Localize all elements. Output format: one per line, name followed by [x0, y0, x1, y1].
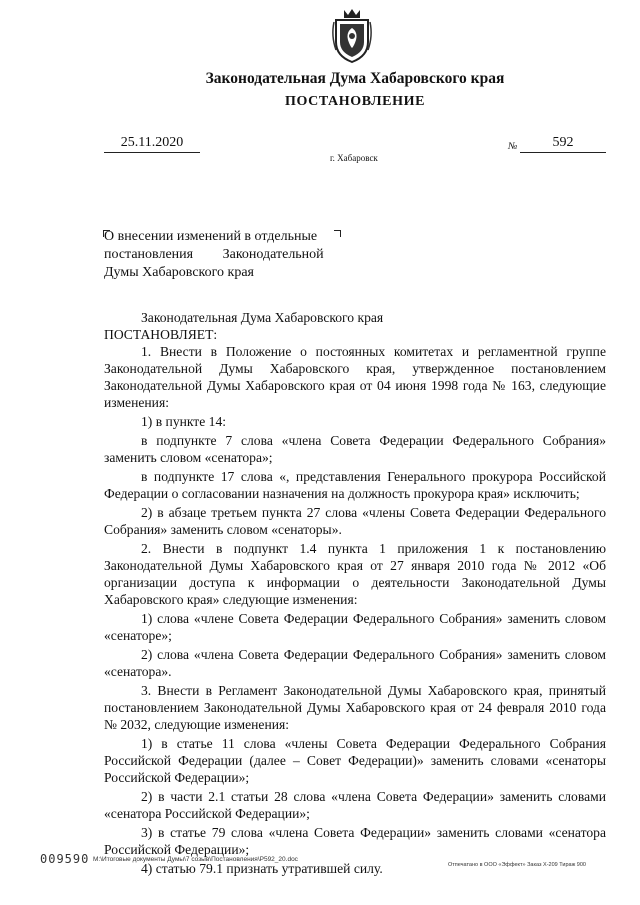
- body-paragraph: 1) в пункте 14:: [141, 414, 227, 429]
- subject-line: Думы Хабаровского края: [104, 265, 254, 280]
- body-paragraph: в подпункте 7 слова «члена Совета Федерации Федерального Собрания» заменить словом «сенатора»;: [104, 433, 606, 465]
- document-subject: [104, 228, 344, 282]
- file-path-footer: M:\Итоговые документы Думы\7 созыв\Постановления\Р592_20.doc: [93, 856, 298, 863]
- coat-of-arms-emblem: [330, 6, 374, 64]
- number-sign: №: [508, 141, 518, 152]
- body-paragraph: 1) в статье 11 слова «члены Совета Федерации Федерального Собрания Российской Федерации (далее – Совет Федерации)» заменить словами «сенаторы Российской Федерации»;: [104, 736, 606, 785]
- city-label: г. Хабаровск: [330, 153, 378, 163]
- subject-line: постановления Законодательной: [104, 247, 324, 262]
- document-number: 592: [520, 134, 606, 153]
- body-paragraph: 4) статью 79.1 признать утратившей силу.: [141, 861, 383, 876]
- body-paragraph: в подпункте 17 слова «, представления Генерального прокурора Российской Федерации о согласовании назначения на должность прокурора края» исключить;: [104, 469, 606, 501]
- print-info-footer: Отпечатано в ООО «Эффект» Заказ Х-209 Тираж 900: [448, 862, 586, 868]
- registration-stamp-number: 009590: [40, 852, 90, 866]
- body-paragraph: 2) слова «члена Совета Федерации Федерального Собрания» заменить словом «сенатора».: [104, 647, 606, 679]
- body-paragraph: 1. Внести в Положение о постоянных комитетах и регламентной группе Законодательной Думы Хабаровского края, утвержденное постановлением Законодательной Думы Хабаровского края от 04 июня 1998 года № 163, следующие изменения:: [104, 344, 606, 410]
- body-paragraph: 2. Внести в подпункт 1.4 пункта 1 приложения 1 к постановлению Законодательной Думы Хабаровского края от 27 января 2010 года № 2012 «Об организации доступа к информации о деятельности Законодательной Думы Хабаровского края» следующие изменения:: [104, 541, 606, 607]
- body-paragraph: 1) слова «члене Совета Федерации Федерального Собрания» заменить словом «сенаторе»;: [104, 611, 606, 643]
- document-type-title: ПОСТАНОВЛЕНИЕ: [284, 94, 426, 109]
- body-paragraph: 3) в статье 79 слова «члена Совета Федерации» заменить словами «сенатора Российской Федерации»;: [104, 825, 606, 857]
- body-paragraph: 2) в части 2.1 статьи 28 слова «члена Совета Федерации» заменить словами «сенатора Российской Федерации»;: [104, 789, 606, 821]
- subject-line: О внесении изменений в отдельные: [104, 229, 318, 244]
- document-body: [104, 309, 606, 877]
- intro-line: Законодательная Дума Хабаровского края: [141, 310, 384, 325]
- organization-title: Законодательная Дума Хабаровского края: [205, 70, 505, 87]
- body-paragraph: 3. Внести в Регламент Законодательной Думы Хабаровского края, принятый постановлением Законодательной Думы Хабаровского края от 24 февраля 2010 года № 2032, следующие изменения:: [104, 683, 606, 732]
- intro-verb: ПОСТАНОВЛЯЕТ:: [104, 327, 218, 342]
- document-date: 25.11.2020: [104, 134, 200, 153]
- body-paragraph: 2) в абзаце третьем пункта 27 слова «члены Совета Федерации Федерального Собрания» заменить словом «сенаторы».: [104, 505, 606, 537]
